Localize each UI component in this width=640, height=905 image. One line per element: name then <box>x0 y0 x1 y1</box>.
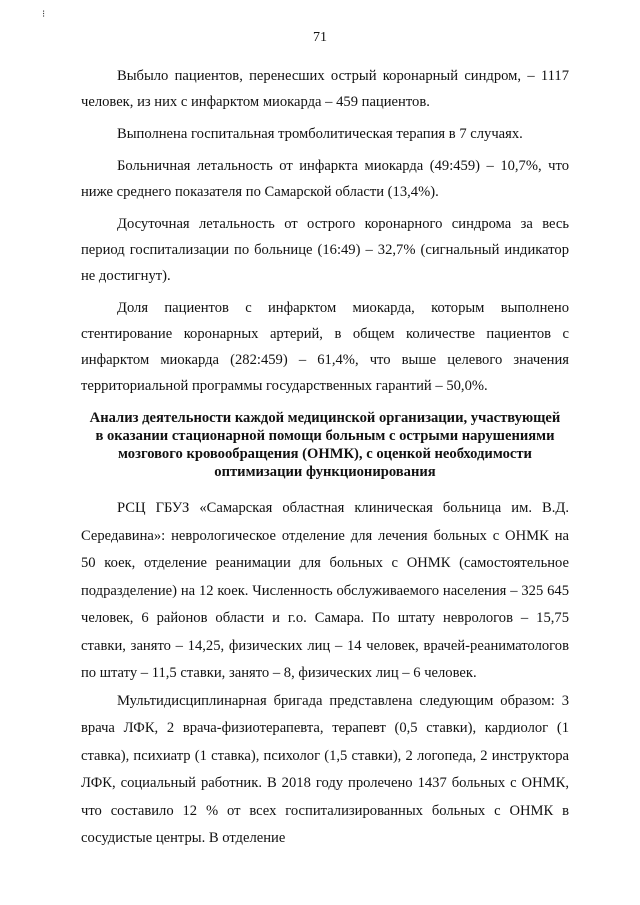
margin-mark: ⁝ <box>42 9 46 20</box>
paragraph-team: Мультидисциплинарная бригада представлена следующим образом: 3 врача ЛФК, 2 врача-физиотерапевта, терапевт (0,5 ставки), кардиолог (1 ставка), психиатр (1 ставка), психолог (1,5 ставки), 2 логопеда, 2 инструктора ЛФК, социальный работник. В 2018 году пролечено 1437 больных с ОНМК, что составило 12 % от всех госпитализированных больных с ОНМК в сосудистые центры. В отделение <box>81 692 569 846</box>
section-heading: Анализ деятельности каждой медицинской организации, участвующей в оказании стационарной помощи больным с острыми нарушениями мозгового кровообращения (ОНМК), с оценкой необходимости оптимизации функционирования <box>89 410 561 480</box>
paragraph-stenting: Доля пациентов с инфарктом миокарда, которым выполнено стентирование коронарных артерий, в общем количестве пациентов с инфарктом миокарда (282:459) – 61,4%, что выше целевого значения территориальной программы государственных гарантий – 50,0%. <box>81 300 569 394</box>
paragraph-rsc: РСЦ ГБУЗ «Самарская областная клиническая больница им. В.Д. Середавина»: неврологическое отделение для лечения больных с ОНМК на 50 коек, отделение реанимации для больных с ОНМК (самостоятельное подразделение) на 12 коек. Численность обслуживаемого населения – 325 645 человек, 6 районов области и г.о. Самара. По штату неврологов – 15,75 ставки, занято – 14,25, физических лиц – 14 человек, врачей-реаниматологов по штату – 11,5 ставки, занято – 8, физических лиц – 6 человек. <box>81 500 569 681</box>
paragraph-discharged: Выбыло пациентов, перенесших острый коронарный синдром, – 1117 человек, из них с инфарктом миокарда – 459 пациентов. <box>81 68 569 110</box>
page-number: 71 <box>313 30 327 45</box>
paragraph-thrombolysis: Выполнена госпитальная тромболитическая терапия в 7 случаях. <box>117 126 523 142</box>
paragraph-mortality: Больничная летальность от инфаркта миокарда (49:459) – 10,7%, что ниже среднего показателя по Самарской области (13,4%). <box>81 158 569 200</box>
paragraph-daily-mortality: Досуточная летальность от острого коронарного синдрома за весь период госпитализации по больнице (16:49) – 32,7% (сигнальный индикатор не достигнут). <box>81 216 569 284</box>
page-body <box>81 63 569 853</box>
